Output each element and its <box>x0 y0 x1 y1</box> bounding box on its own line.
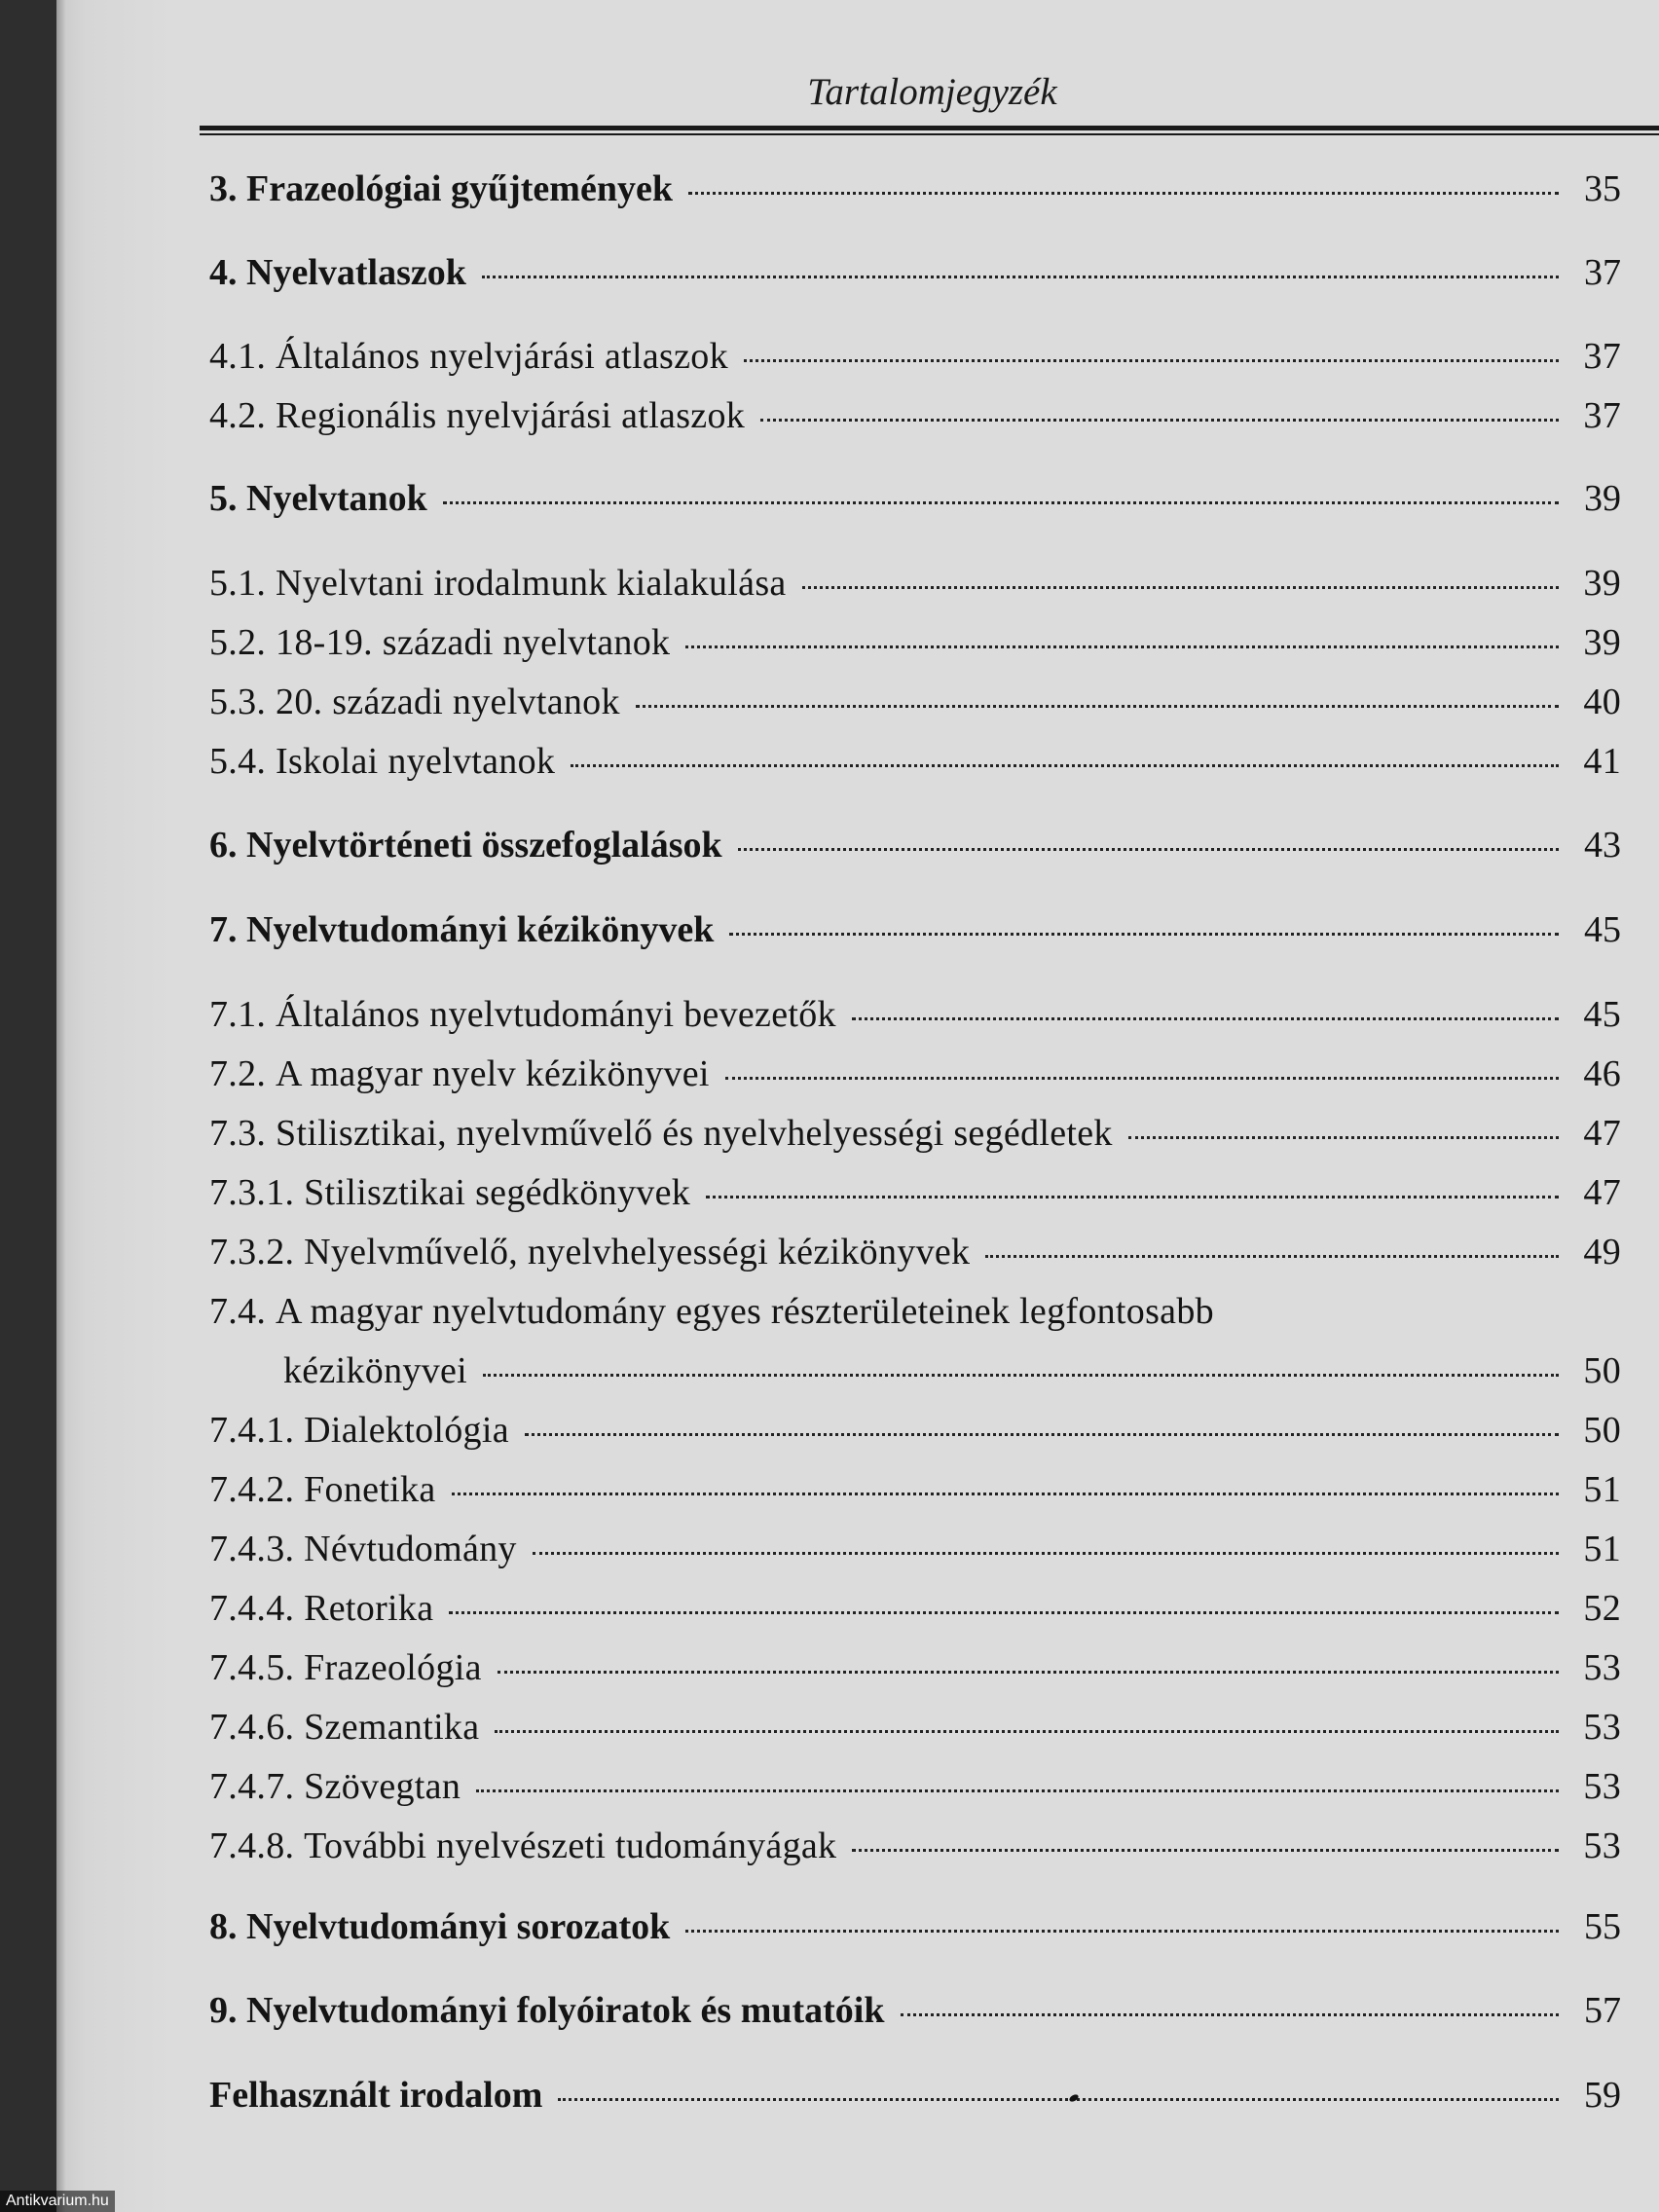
toc-number: 7.3.2. <box>209 1232 295 1272</box>
dot-leader <box>685 1930 1559 1933</box>
toc-entry-7-4-1 <box>209 1409 1621 1457</box>
toc-number: 9. <box>209 1990 238 2031</box>
toc-label: 18-19. századi nyelvtanok <box>276 622 671 663</box>
dot-leader <box>1128 1136 1559 1139</box>
toc-number: 4.2. <box>209 395 267 436</box>
dot-leader <box>498 1671 1559 1674</box>
toc-label: Retorika <box>304 1588 434 1629</box>
running-header-title: Tartalomjegyzék <box>807 71 1057 113</box>
dot-leader <box>525 1433 1559 1436</box>
toc-number: 7.4.8. <box>209 1825 295 1866</box>
toc-label: A magyar nyelvtudomány egyes részterületeinek legfontosabb <box>276 1291 1214 1332</box>
dot-leader <box>495 1730 1559 1733</box>
toc-label: Nyelvművelő, nyelvhelyességi kézikönyvek <box>304 1232 971 1272</box>
toc-label: Frazeológiai gyűjtemények <box>246 168 673 209</box>
toc-label: Felhasznált irodalom <box>209 2075 543 2116</box>
toc-entry-7-4-5 <box>209 1646 1621 1695</box>
dot-leader <box>802 586 1559 589</box>
toc-label: Általános nyelvjárási atlaszok <box>276 336 728 377</box>
dot-leader <box>688 192 1559 195</box>
toc-label: Nyelvtörténeti összefoglalások <box>246 825 722 866</box>
toc-number: 5.2. <box>209 622 267 663</box>
toc-entry-4-2 <box>209 394 1621 443</box>
toc-page-number: 41 <box>1583 741 1621 782</box>
toc-label: Frazeológia <box>304 1647 482 1688</box>
toc-entry-7-4-continued <box>209 1349 1621 1398</box>
toc-number: 7.4.4. <box>209 1588 295 1629</box>
toc-entry-7-4-4 <box>209 1587 1621 1636</box>
dot-leader <box>760 419 1559 422</box>
toc-page-number: 50 <box>1583 1410 1621 1451</box>
toc-entry-5-2 <box>209 621 1621 670</box>
watermark: Antikvarium.hu <box>0 2191 115 2212</box>
toc-page-number: 43 <box>1584 825 1621 866</box>
toc-number: 7.2. <box>209 1053 267 1094</box>
toc-page-number: 57 <box>1584 1990 1621 2031</box>
toc-page-number: 52 <box>1583 1588 1621 1629</box>
toc-number: 7.4.6. <box>209 1707 295 1748</box>
toc-entry-4 <box>209 251 1621 300</box>
toc-number: 7.4.1. <box>209 1410 295 1451</box>
toc-label: Nyelvtanok <box>246 478 427 519</box>
toc-entry-7-4-2 <box>209 1468 1621 1517</box>
dot-leader <box>449 1611 1559 1614</box>
dot-leader <box>636 705 1559 708</box>
toc-entry-3 <box>209 167 1621 216</box>
toc-number: 6. <box>209 825 238 866</box>
dot-leader <box>533 1552 1559 1555</box>
dot-leader <box>744 359 1559 362</box>
toc-label: 20. századi nyelvtanok <box>276 682 620 722</box>
toc-page-number: 47 <box>1583 1113 1621 1154</box>
toc-number: 7.4.3. <box>209 1529 295 1569</box>
dot-leader <box>476 1789 1559 1792</box>
toc-page-number: 45 <box>1584 909 1621 950</box>
toc-label: Általános nyelvtudományi bevezetők <box>276 994 836 1035</box>
toc-label: Névtudomány <box>304 1529 517 1569</box>
toc-entry-5-3 <box>209 681 1621 729</box>
toc-page-number: 39 <box>1584 478 1621 519</box>
toc-label: Nyelvtudományi kézikönyvek <box>246 909 715 950</box>
toc-page-number: 51 <box>1583 1529 1621 1569</box>
toc-number: 8. <box>209 1906 238 1947</box>
dot-leader <box>852 1017 1559 1020</box>
toc-label: Stilisztikai, nyelvművelő és nyelvhelyességi segédletek <box>276 1113 1113 1154</box>
toc-entry-7-3-2 <box>209 1231 1621 1279</box>
dot-leader <box>443 501 1559 504</box>
toc-page-number: 51 <box>1583 1469 1621 1510</box>
dot-leader <box>729 933 1559 936</box>
toc-label: Dialektológia <box>304 1410 509 1451</box>
toc-entry-7 <box>209 908 1621 957</box>
page-edge-shadow <box>56 0 66 2212</box>
toc-number: 7.3.1. <box>209 1172 295 1213</box>
toc-page-number: 37 <box>1584 252 1621 293</box>
dot-leader <box>571 764 1559 767</box>
toc-entry-7-4-3 <box>209 1528 1621 1576</box>
toc-number: 5. <box>209 478 238 519</box>
dot-leader <box>685 645 1559 648</box>
header-rule-thin <box>200 133 1659 135</box>
dot-leader <box>452 1493 1559 1495</box>
toc-label: A magyar nyelv kézikönyvei <box>276 1053 710 1094</box>
toc-page-number: 59 <box>1584 2075 1621 2116</box>
toc-number: 5.4. <box>209 741 267 782</box>
toc-label: Nyelvtudományi sorozatok <box>246 1906 671 1947</box>
toc-label: További nyelvészeti tudományágak <box>304 1825 837 1866</box>
toc-number: 7.4. <box>209 1291 267 1332</box>
toc-page-number: 55 <box>1584 1906 1621 1947</box>
toc-label: Nyelvatlaszok <box>246 252 466 293</box>
toc-page-number: 53 <box>1583 1707 1621 1748</box>
toc-page-number: 35 <box>1584 168 1621 209</box>
toc-label: Nyelvtani irodalmunk kialakulása <box>276 563 787 604</box>
toc-entry-8 <box>209 1905 1621 1954</box>
toc-label-continued: kézikönyvei <box>283 1350 468 1391</box>
toc-entry-4-1 <box>209 335 1621 384</box>
toc-label: Stilisztikai segédkönyvek <box>304 1172 691 1213</box>
toc-page-number: 45 <box>1583 994 1621 1035</box>
toc-label: Regionális nyelvjárási atlaszok <box>276 395 746 436</box>
toc-number: 5.1. <box>209 563 267 604</box>
dot-leader <box>483 1374 1559 1377</box>
toc-number: 5.3. <box>209 682 267 722</box>
toc-entry-7-3-1 <box>209 1171 1621 1220</box>
toc-number: 7. <box>209 909 238 950</box>
toc-page-number: 47 <box>1583 1172 1621 1213</box>
toc-number: 7.4.5. <box>209 1647 295 1688</box>
toc-page-number: 50 <box>1583 1350 1621 1391</box>
toc-number: 4. <box>209 252 238 293</box>
toc-page-number: 37 <box>1583 395 1621 436</box>
dot-leader <box>738 848 1559 851</box>
toc-page-number: 46 <box>1583 1053 1621 1094</box>
dot-leader <box>852 1849 1559 1852</box>
toc-entry-7-2 <box>209 1052 1621 1101</box>
toc-entry-7-4-6 <box>209 1706 1621 1754</box>
toc-number: 7.3. <box>209 1113 267 1154</box>
dot-leader <box>706 1196 1559 1198</box>
toc-number: 3. <box>209 168 238 209</box>
book-page <box>56 0 1659 2212</box>
header-rule-thick <box>200 126 1659 130</box>
toc-page-number: 40 <box>1583 682 1621 722</box>
toc-entry-6 <box>209 824 1621 872</box>
toc-label: Szemantika <box>304 1707 480 1748</box>
dot-leader <box>985 1255 1559 1258</box>
toc-number: 4.1. <box>209 336 267 377</box>
dot-leader <box>558 2098 1559 2101</box>
toc-entry-5 <box>209 477 1621 526</box>
toc-page-number: 53 <box>1583 1766 1621 1807</box>
toc-entry-7-1 <box>209 993 1621 1042</box>
dot-leader <box>901 2013 1560 2016</box>
toc-label: Iskolai nyelvtanok <box>276 741 556 782</box>
toc-page-number: 49 <box>1583 1232 1621 1272</box>
toc-number: 7.1. <box>209 994 267 1035</box>
toc-entry-7-4-8 <box>209 1825 1621 1873</box>
toc-number: 7.4.2. <box>209 1469 295 1510</box>
toc-label: Szövegtan <box>304 1766 461 1807</box>
toc-entry-5-4 <box>209 740 1621 789</box>
toc-entry-bibliography <box>209 2074 1621 2122</box>
toc-page-number: 39 <box>1583 563 1621 604</box>
toc-entry-9 <box>209 1989 1621 2038</box>
toc-page-number: 39 <box>1583 622 1621 663</box>
toc-label: Nyelvtudományi folyóiratok és mutatóik <box>246 1990 885 2031</box>
toc-entry-7-4-7 <box>209 1765 1621 1814</box>
toc-entry-7-4 <box>209 1290 1621 1339</box>
dot-leader <box>482 276 1559 278</box>
dot-leader <box>725 1077 1559 1080</box>
toc-entry-5-1 <box>209 562 1621 610</box>
toc-page-number: 37 <box>1583 336 1621 377</box>
toc-label: Fonetika <box>304 1469 436 1510</box>
toc-page-number: 53 <box>1583 1825 1621 1866</box>
toc-entry-7-3 <box>209 1112 1621 1161</box>
toc-number: 7.4.7. <box>209 1766 295 1807</box>
toc-page-number: 53 <box>1583 1647 1621 1688</box>
